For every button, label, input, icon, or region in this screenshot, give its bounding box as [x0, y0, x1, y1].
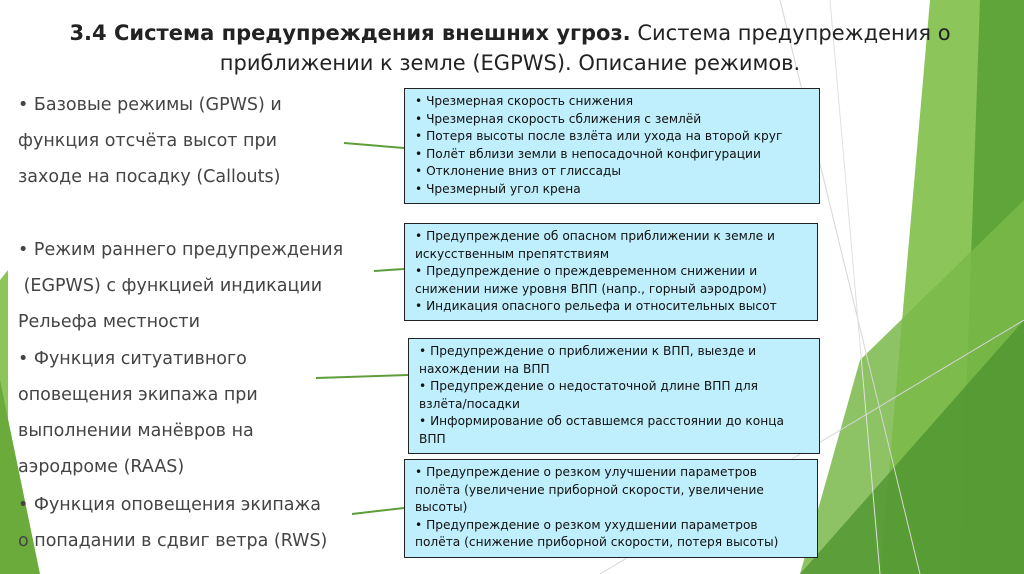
- box-line: • Потеря высоты после взлёта или ухода на второй круг: [415, 129, 783, 144]
- connector-line-3: [316, 375, 408, 378]
- box-line: • Чрезмерная скорость снижения: [415, 94, 634, 108]
- box-gpws-modes: [404, 88, 820, 204]
- connector-line-4: [352, 508, 404, 514]
- left-line: • Функция оповещения экипажа: [18, 495, 321, 515]
- connector-line-2: [374, 269, 404, 271]
- left-line: функция отсчёта высот при: [18, 131, 277, 151]
- box-line: нахождении на ВПП: [419, 361, 550, 376]
- connector-line-1: [344, 143, 404, 148]
- left-item-rws: [18, 487, 327, 559]
- box-line: • Индикация опасного рельефа и относительных высот: [415, 299, 777, 314]
- box-line: высоты): [415, 500, 468, 515]
- box-line: • Предупреждение о резком улучшении параметров: [415, 465, 757, 479]
- box-line: полёта (снижение приборной скорости, потеря высоты): [415, 535, 779, 550]
- box-line: взлёта/посадки: [419, 396, 520, 411]
- box-line: полёта (увеличение приборной скорости, увеличение: [415, 482, 764, 497]
- title-line-1: [40, 18, 980, 48]
- left-line: Рельефа местности: [18, 312, 200, 332]
- box-line: ВПП: [419, 431, 446, 446]
- box-egpws-modes: [404, 223, 818, 321]
- left-line: (EGPWS) с функцией индикации: [18, 276, 323, 296]
- box-rws-modes: [404, 459, 818, 558]
- box-line: • Предупреждение о резком ухудшении параметров: [415, 517, 758, 532]
- title-line1-rest: Система предупреждения о: [637, 21, 951, 45]
- left-line: аэродроме (RAAS): [18, 457, 185, 477]
- left-line: оповещения экипажа при: [18, 385, 258, 405]
- left-line: о попадании в сдвиг ветра (RWS): [18, 531, 328, 551]
- box-line: • Полёт вблизи земли в непосадочной конфигурации: [415, 146, 761, 161]
- box-line: • Предупреждение о преждевременном снижении и: [415, 264, 758, 279]
- left-line: • Функция ситуативного: [18, 349, 247, 369]
- left-item-gpws: [18, 87, 282, 195]
- page-title: [40, 18, 980, 78]
- box-line: • Чрезмерная скорость сближения с землёй: [415, 111, 702, 126]
- left-item-egpws: [18, 232, 343, 340]
- left-line: • Базовые режимы (GPWS) и: [18, 95, 282, 115]
- title-line-2: приближении к земле (EGPWS). Описание режимов.: [219, 51, 801, 75]
- left-line: заходе на посадку (Callouts): [18, 167, 281, 187]
- box-line: • Предупреждение о приближении к ВПП, выезде и: [419, 344, 756, 358]
- box-line: искусственным препятствиям: [415, 246, 610, 261]
- left-item-raas: [18, 341, 258, 485]
- box-line: • Предупреждение об опасном приближении к земле и: [415, 229, 775, 243]
- left-line: выполнении манёвров на: [18, 421, 254, 441]
- title-bold: 3.4 Система предупреждения внешних угроз.: [69, 21, 631, 45]
- box-line: • Информирование об оставшемся расстоянии до конца: [419, 414, 784, 429]
- box-line: • Предупреждение о недостаточной длине ВПП для: [419, 379, 758, 394]
- box-raas-modes: [408, 338, 820, 454]
- box-line: снижении ниже уровня ВПП (напр., горный аэродром): [415, 281, 767, 296]
- box-line: • Отклонение вниз от глиссады: [415, 164, 621, 179]
- left-line: • Режим раннего предупреждения: [18, 240, 344, 260]
- box-line: • Чрезмерный угол крена: [415, 181, 581, 196]
